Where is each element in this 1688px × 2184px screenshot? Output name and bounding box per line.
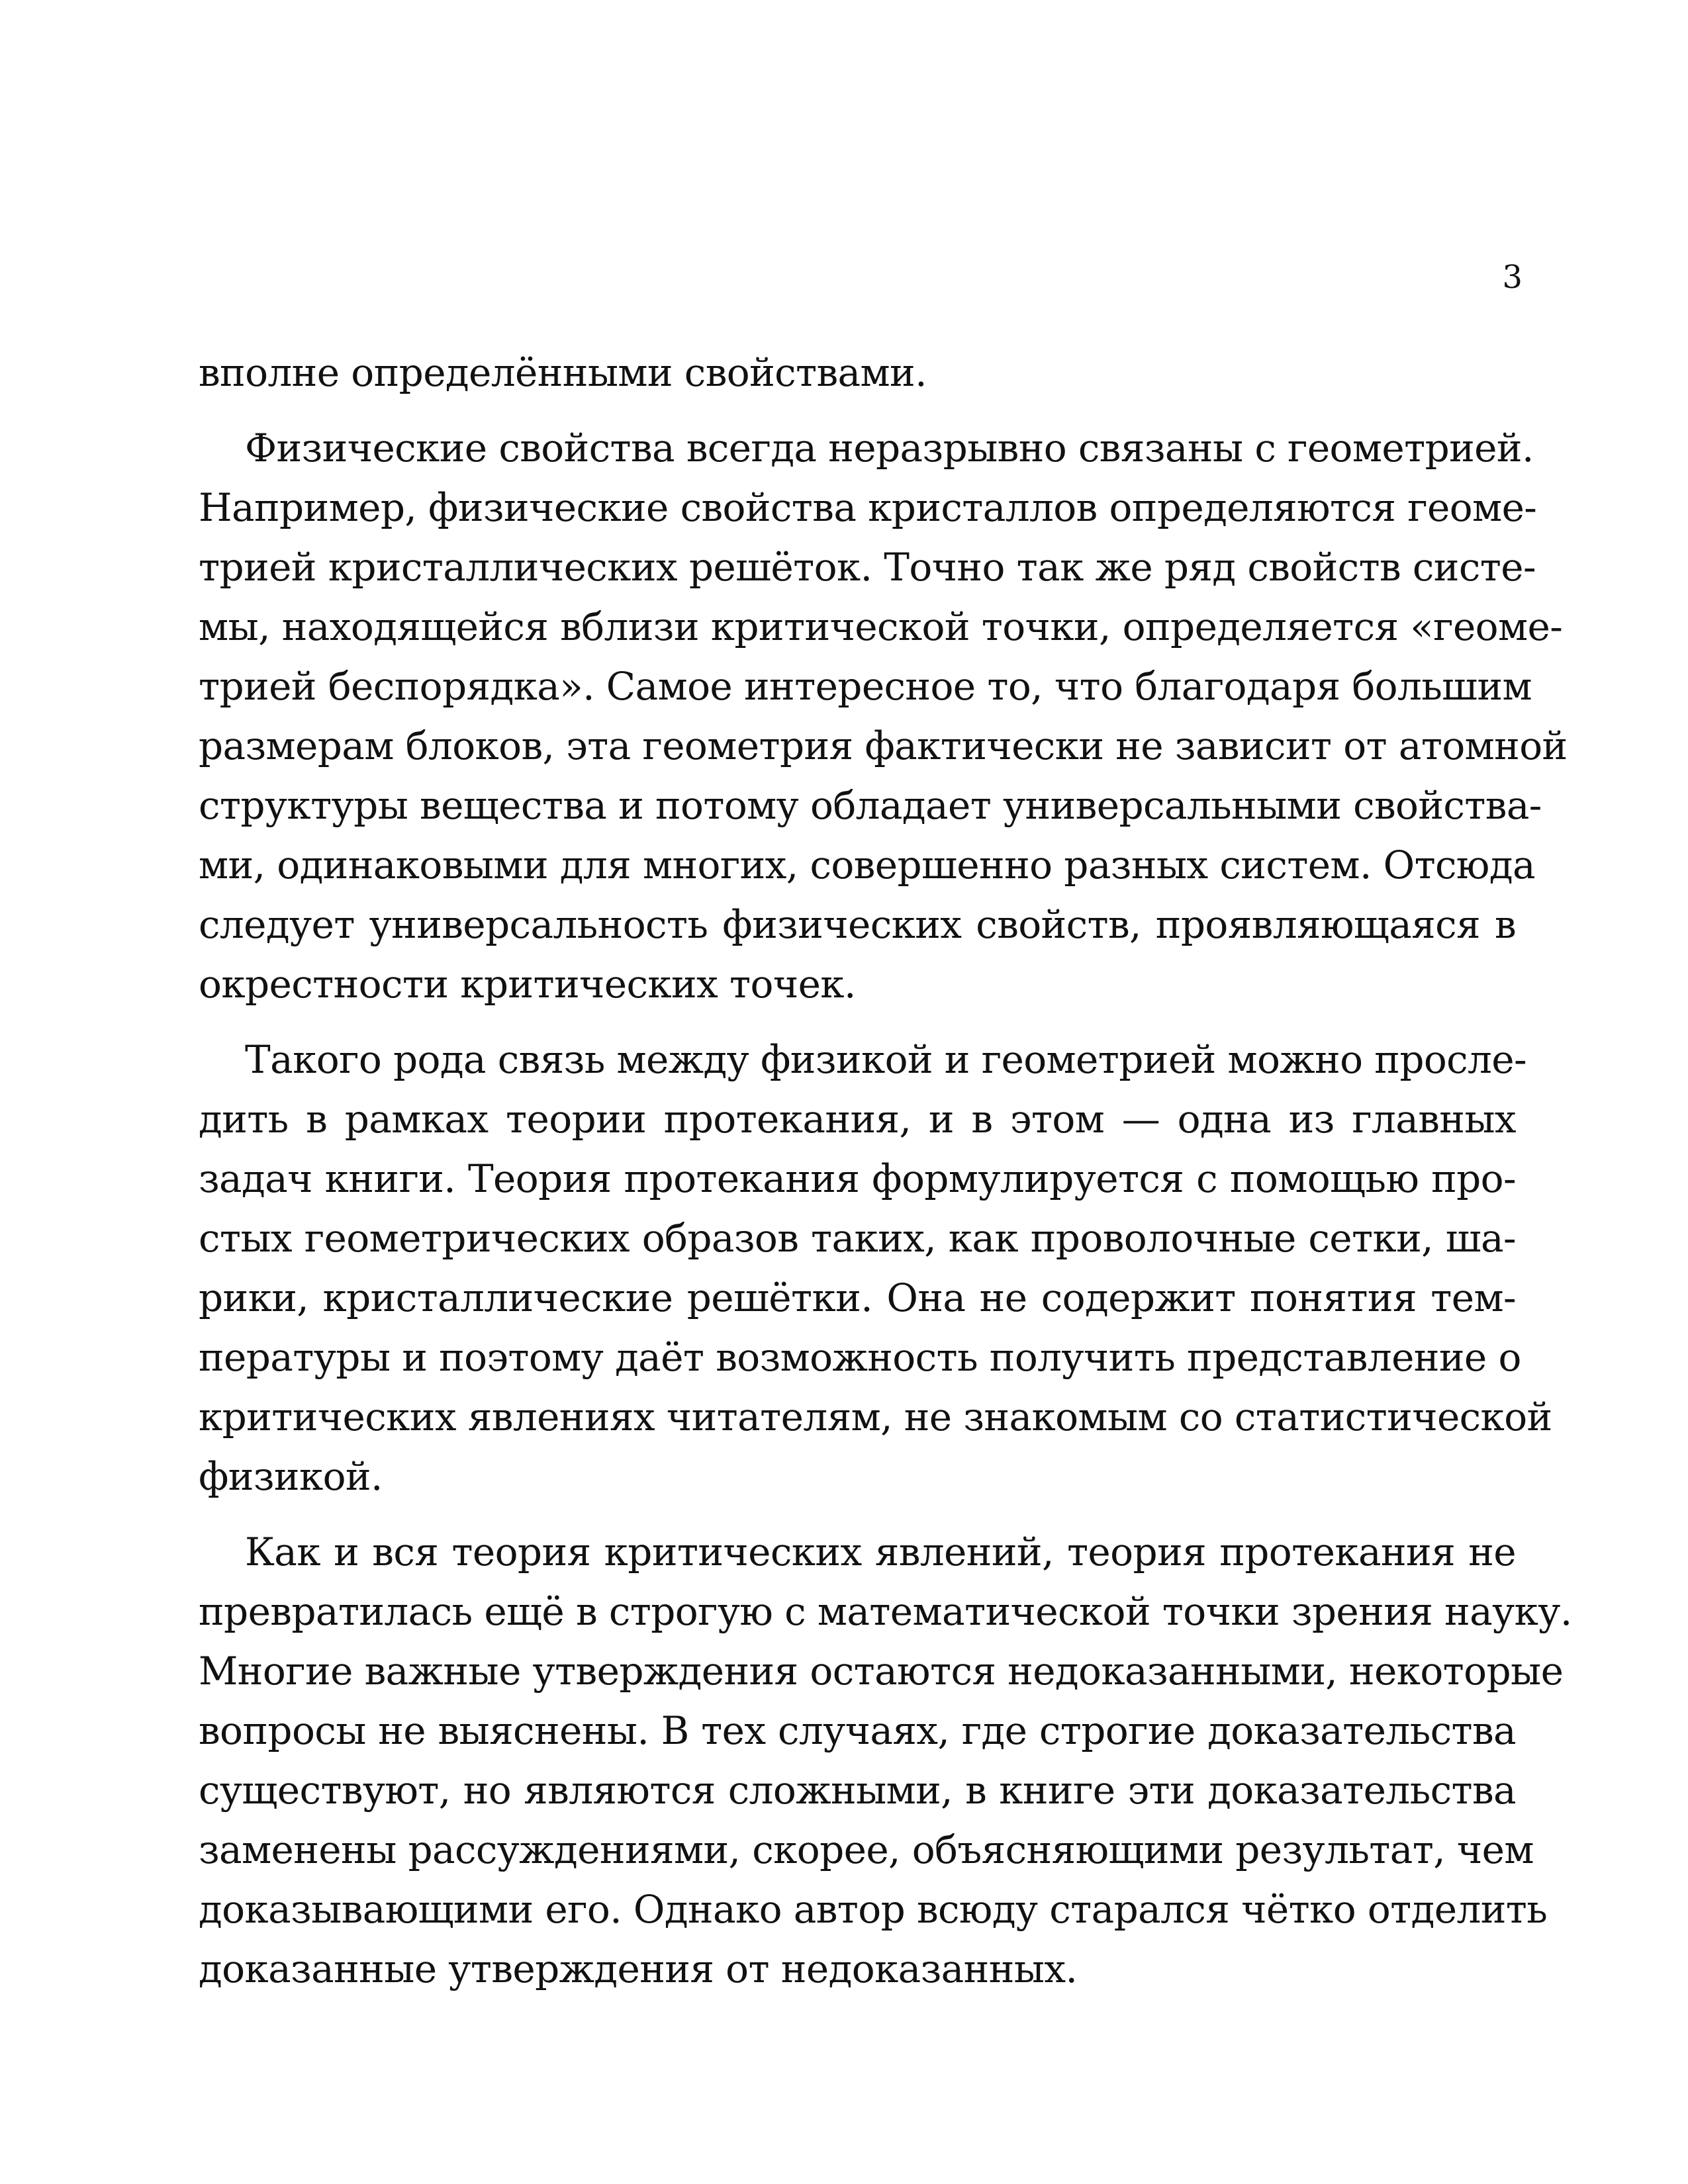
text-line: мы, находящейся вблизи критической точки, определяется «геоме- (199, 604, 1563, 649)
text-line: трией кристаллических решёток. Точно так же ряд свойств систе- (199, 545, 1536, 590)
text-line: задач книги. Теория протекания формулируется с помощью про- (199, 1156, 1516, 1201)
text-line: Физические свойства всегда неразрывно связаны с геометрией. (245, 426, 1534, 471)
paragraph-4 (199, 1522, 1572, 1999)
text-line: физикой. (199, 1454, 383, 1499)
text-line: ми, одинаковыми для многих, совершенно разных систем. Отсюда (199, 842, 1535, 887)
paragraph-1 (199, 343, 1516, 402)
text-line: Такого рода связь между физикой и геометрией можно просле- (245, 1037, 1527, 1082)
text-line: превратилась ещё в строгую с математической точки зрения науку. (199, 1589, 1572, 1634)
text-line: доказанные утверждения от недоказанных. (199, 1946, 1078, 1991)
paragraph-3 (199, 1030, 1552, 1506)
text-line: окрестности критических точек. (199, 962, 856, 1007)
text-line: критических явлениях читателям, не знакомым со статистической (199, 1394, 1552, 1439)
text-line: вопросы не выяснены. В тех случаях, где строгие доказательства (199, 1708, 1516, 1753)
body-text (199, 343, 1572, 1999)
text-line: заменены рассуждениями, скорее, объясняющими результат, чем (199, 1827, 1534, 1872)
text-line: рики, кристаллические решётки. Она не содержит понятия тем- (199, 1275, 1516, 1320)
paragraph-2 (199, 418, 1568, 1014)
text-line: существуют, но являются сложными, в книге эти доказательства (199, 1768, 1516, 1813)
text-line: вполне определёнными свойствами. (199, 350, 927, 395)
text-line: дить в рамках теории протекания, и в этом — одна из главных (199, 1097, 1516, 1142)
text-line: доказывающими его. Однако автор всюду старался чётко отделить (199, 1887, 1548, 1932)
text-line: Как и вся теория критических явлений, теория протекания не (245, 1529, 1516, 1574)
text-line: размерам блоков, эта геометрия фактически не зависит от атомной (199, 723, 1568, 768)
text-line: трией беспорядка». Самое интересное то, что благодаря большим (199, 664, 1532, 709)
text-line: Например, физические свойства кристаллов определяются геоме- (199, 485, 1537, 530)
page-number: 3 (1502, 259, 1523, 296)
text-line: Многие важные утверждения остаются недоказанными, некоторые (199, 1649, 1564, 1694)
text-line: следует универсальность физических свойств, проявляющаяся в (199, 902, 1516, 947)
text-line: пературы и поэтому даёт возможность получить представление о (199, 1335, 1521, 1380)
text-line: стых геометрических образов таких, как проволочные сетки, ша- (199, 1216, 1516, 1261)
text-line: структуры вещества и потому обладает универсальными свойства- (199, 783, 1542, 828)
